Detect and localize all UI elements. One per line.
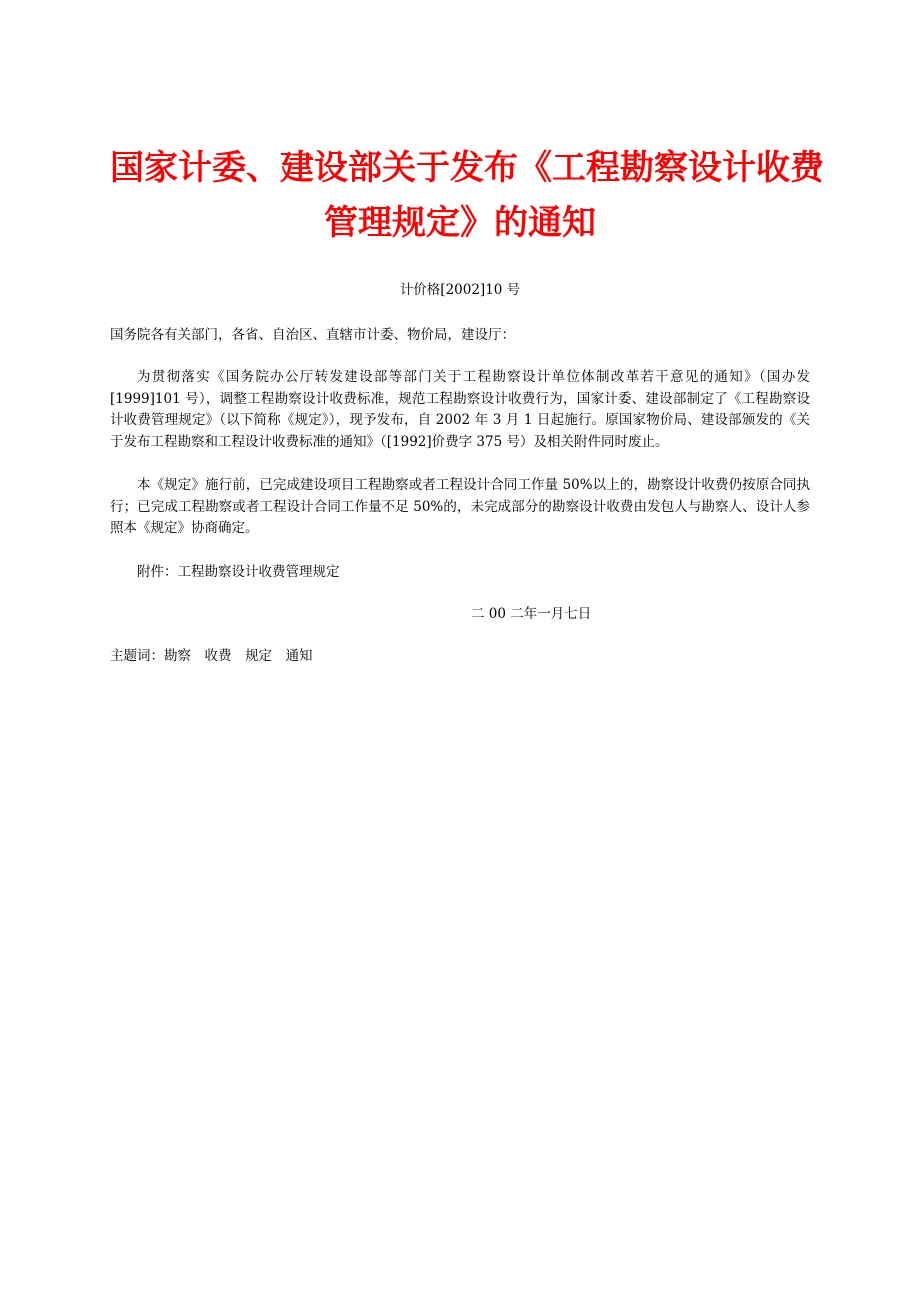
body-paragraph-1: 为贯彻落实《国务院办公厅转发建设部等部门关于工程勘察设计单位体制改革若干意见的通知》（国办发[1999]101 号），调整工程勘察设计收费标准，规范工程勘察设计收费行为，国家计委、建设部制定了《工程勘察设计收费管理规定》（以下简称《规定》），现予发布，自 2002 年 3 月 1 日起施行。原国家物价局、建设部颁发的《关于发布工程勘察和工程设计收费标准的通知》（[1992]价费字 375 号）及相关附件同时废止。 bbox=[110, 369, 810, 450]
issue-date: 二 00 二年一月七日 bbox=[471, 605, 592, 622]
document-title bbox=[110, 0, 824, 251]
document-number: 计价格[2002]10 号 bbox=[399, 282, 521, 298]
document-page bbox=[110, 0, 824, 666]
title-line-1: 国家计委、建设部关于发布《工程勘察设计收费 bbox=[110, 148, 824, 188]
body-paragraph-2: 本《规定》施行前，已完成建设项目工程勘察或者工程设计合同工作量 50%以上的，勘察设计收费仍按原合同执行；已完成工程勘察或者工程设计合同工作量不足 50%的，未完成部分的勘察设计收费由发包人与勘察人、设计人参照本《规定》协商确定。 bbox=[110, 477, 810, 536]
attachment-line: 附件：工程勘察设计收费管理规定 bbox=[137, 563, 340, 580]
salutation: 国务院各有关部门，各省、自治区、直辖市计委、物价局，建设厅： bbox=[110, 327, 515, 343]
title-line-2: 管理规定》的通知 bbox=[324, 203, 596, 243]
subject-keywords: 主题词：勘察 收费 规定 通知 bbox=[110, 647, 313, 664]
